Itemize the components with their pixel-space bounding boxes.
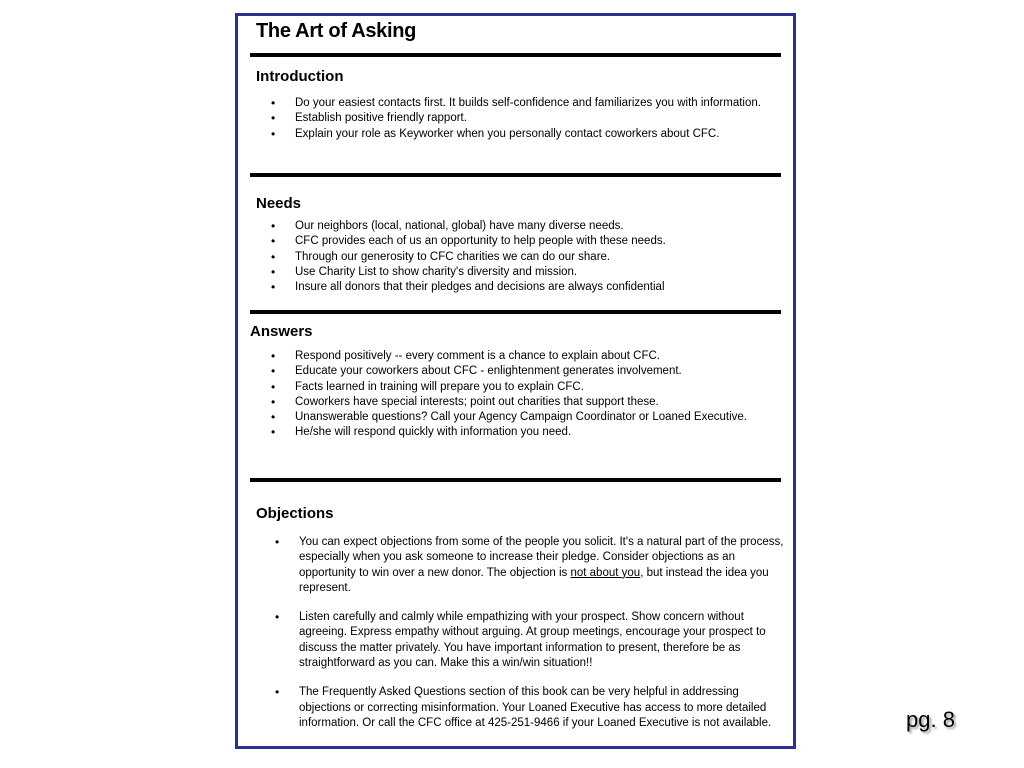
list-item: • The Frequently Asked Questions section of this book can be very helpful in addressing objections or correcting misinformation. Your Loaned Executive has access to more detailed information. Or call the CFC office at 425-251-9466 if your Loaned Executive is not available. bbox=[299, 685, 789, 731]
page-number: pg. 8 bbox=[906, 707, 955, 732]
list-item: • CFC provides each of us an opportunity to help people with these needs. bbox=[295, 234, 775, 249]
answers-list bbox=[295, 349, 795, 441]
introduction-list bbox=[295, 96, 775, 142]
list-item: • Our neighbors (local, national, global) have many diverse needs. bbox=[295, 219, 775, 234]
underlined-text: not about you bbox=[570, 566, 641, 579]
document-title: The Art of Asking bbox=[256, 20, 417, 42]
list-item: • Facts learned in training will prepare you to explain CFC. bbox=[295, 380, 795, 395]
document-page bbox=[235, 13, 796, 749]
list-item: • Insure all donors that their pledges and decisions are always confidential bbox=[295, 280, 775, 295]
section-divider bbox=[250, 478, 781, 482]
objections-list bbox=[299, 535, 789, 745]
section-divider bbox=[250, 53, 781, 57]
list-item: • Educate your coworkers about CFC - enlightenment generates involvement. bbox=[295, 364, 795, 379]
list-item: • Establish positive friendly rapport. bbox=[295, 111, 775, 126]
list-item: • Listen carefully and calmly while empathizing with your prospect. Show concern without agreeing. Express empathy without arguing. At group meetings, encourage your prospect to discuss the matter privately. You have important information to present, therefore be as straightforward as you can. Make this a win/win situation!! bbox=[299, 610, 789, 671]
objection-text: , but instead the idea you represent. bbox=[299, 566, 769, 594]
list-item: • Use Charity List to show charity's diversity and mission. bbox=[295, 265, 775, 280]
list-item: • Through our generosity to CFC charities we can do our share. bbox=[295, 250, 775, 265]
section-divider bbox=[250, 173, 781, 177]
list-item: • Explain your role as Keyworker when you personally contact coworkers about CFC. bbox=[295, 127, 775, 142]
objection-text: You can expect objections from some of the people you solicit. It's a natural part of the process, especially when you ask someone to increase their pledge. Consider objections as an opportunity to win over a new donor. The objection is bbox=[299, 536, 784, 579]
list-item: • Do your easiest contacts first. It builds self-confidence and familiarizes you with information. bbox=[295, 96, 775, 111]
list-item: • Unanswerable questions? Call your Agency Campaign Coordinator or Loaned Executive. bbox=[295, 410, 795, 425]
list-item: • He/she will respond quickly with information you need. bbox=[295, 425, 795, 440]
objections-heading: Objections bbox=[256, 505, 334, 522]
answers-heading: Answers bbox=[250, 323, 313, 340]
list-item: • Coworkers have special interests; point out charities that support these. bbox=[295, 395, 795, 410]
list-item: • Respond positively -- every comment is a chance to explain about CFC. bbox=[295, 349, 795, 364]
needs-heading: Needs bbox=[256, 195, 302, 212]
needs-list bbox=[295, 219, 775, 295]
introduction-heading: Introduction bbox=[256, 68, 344, 85]
list-item bbox=[299, 535, 789, 596]
section-divider bbox=[250, 310, 781, 314]
